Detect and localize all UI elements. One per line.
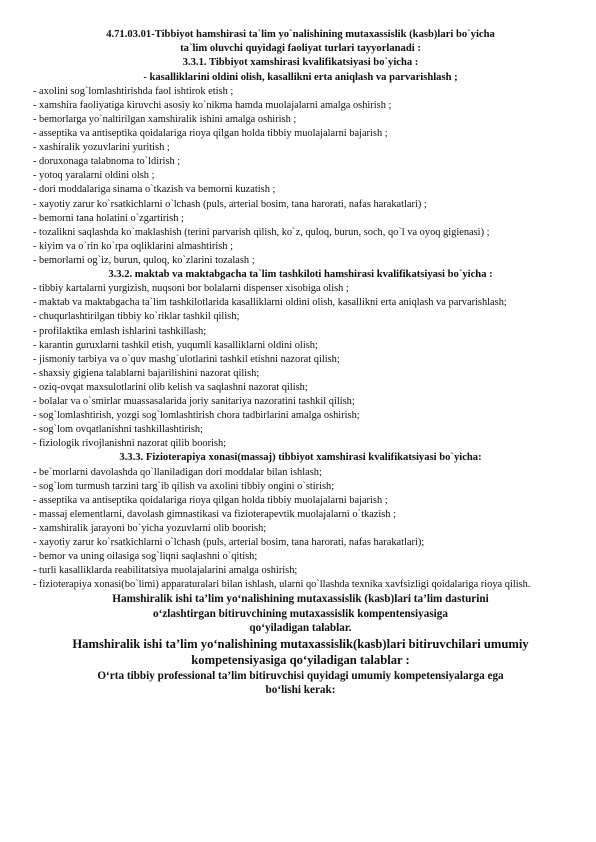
title-line-2: ta`lim oluvchi quyidagi faoliyat turlari tayyorlanadi : (180, 43, 421, 55)
general-competency-heading (33, 636, 568, 669)
list-item: - bemorlarga yo`naltirilgan xamshiralik ishini amalga oshirish ; (33, 114, 297, 125)
list-item: - massaj elementlarni, davolash gimnastikasi va fizioterapevtik muolajalarni o`tkazish ; (33, 508, 396, 520)
list-item: - doruxonaga talabnoma to`ldirish ; (33, 156, 181, 168)
list-item: - xayotiy zarur ko`rsatkichlarni o`lchash (puls, arterial bosim, tana harorati, nafas harakatlari) ; (33, 198, 427, 210)
list-item: - tozalikni saqlashda ko`maklashish (terini parvarish qilish, ko`z, quloq, burun, soch, qo`l va oyoq gigienasi) ; (33, 226, 490, 238)
heading-line: Hamshiralik ishi ta’lim yo‘nalishining mutaxassislik (kasb)lari ta’lim dasturini (112, 593, 489, 606)
section-333-heading: 3.3.3. Fizioterapiya xonasi(massaj) tibbiyot xamshirasi kvalifikatsiyasi bo`yicha: (119, 452, 482, 464)
list-item: - xamshira faoliyatiga kiruvchi asosiy ko`nikma hamda muolajalarni amalga oshirish ; (33, 99, 392, 111)
section-331-list (33, 85, 568, 268)
document-title (33, 28, 568, 56)
list-item: - jismoniy tarbiya va o`quv mashg`ulotlarini tashkil etishni nazorat qilish; (33, 353, 340, 365)
list-item: - dori moddalariga sinama o`tkazish va bemorni kuzatish ; (33, 184, 276, 196)
list-item: - asseptika va antiseptika qoidalariga rioya qilgan holda tibbiy muolajalarni bajarish ; (33, 494, 388, 506)
section-332-heading: 3.3.2. maktab va maktabgacha ta`lim tashkiloti hamshirasi kvalifikatsiyasi bo`yicha : (108, 269, 493, 281)
list-item: - yotoq yaralarni oldini olsh ; (33, 170, 155, 182)
list-item: - sog`lomlashtirish, yozgi sog`lomlashtirish chora tadbirlarini amalga oshirish; (33, 410, 360, 422)
list-item: - bolalar va o`smirlar muassasalarida joriy sanitariya nazoratini tashkil qilish; (33, 395, 355, 407)
section-332 (33, 268, 568, 451)
section-331 (33, 56, 568, 268)
list-item: - karantin guruxlarni tashkil etish, yuqumli kasalliklarni oldini olish; (33, 339, 318, 351)
competency-requirements-heading (33, 592, 568, 635)
list-item: - bemorni tana holatini o`zgartirish ; (33, 212, 184, 224)
list-item: - shaxsiy gigiena talablarni bajarilishini nazorat qilish; (33, 367, 260, 379)
heading-line: qo‘yiladigan talablar. (249, 622, 352, 635)
list-item: - fizioterapiya xonasi(bo`limi) apparaturalari bilan ishlash, ularni qo`llashda texnika xavfsizligi qoidalariga rioya qilish. (33, 579, 531, 591)
list-item: - oziq-ovqat maxsulotlarini olib kelish va saqlashni nazorat qilish; (33, 381, 308, 393)
list-item: - bemorlarni og`iz, burun, quloq, ko`zlarini tozalash ; (33, 254, 255, 266)
list-item: - chuqurlashtirilgan tibbiy ko`riklar tashkil qilish; (33, 311, 240, 323)
list-item: - bemor va uning oilasiga sog`liqni saqlashni o`qitish; (33, 551, 258, 563)
graduate-competency-heading (33, 669, 568, 698)
list-item: - kiyim va o`rin ko`rpa oqliklarini almashtirish ; (33, 240, 233, 252)
list-item: - profilaktika emlash ishlarini tashkillash; (33, 325, 207, 337)
section-331-heading: 3.3.1. Tibbiyot xamshirasi kvalifikatsiyasi bo`yicha : (182, 57, 419, 69)
list-item: - be`morlarni davolashda qo`llaniladigan dori moddalar bilan ishlash; (33, 466, 322, 478)
list-item: - fiziologik rivojlanishni nazorat qilib boorish; (33, 438, 227, 450)
section-332-list (33, 282, 568, 451)
list-item: - xamshiralik jarayoni bo`yicha yozuvlarni olib boorish; (33, 522, 267, 534)
list-item: - maktab va maktabgacha ta`lim tashkilotlarida kasalliklarni oldini olish, kasallikni erta aniqlash va parvarishlash; (33, 297, 507, 309)
heading-line: bo‘lishi kerak: (265, 684, 336, 697)
section-333 (33, 451, 568, 592)
list-item: - sog`lom turmush tarzini targ`ib qilish va axolini tibbiy ongini o`stirish; (33, 480, 335, 492)
list-item: - turli kasalliklarda reabilitatsiya muolajalarini amalga oshirish; (33, 565, 298, 577)
list-item: - sog`lom ovqatlanishni tashkillashtirish; (33, 424, 203, 436)
list-item: - asseptika va antiseptika qoidalariga rioya qilgan holda tibbiy muolajalarni bajarish ; (33, 128, 388, 140)
section-331-subheading: - kasalliklarini oldini olish, kasallikni erta aniqlash va parvarishlash ; (143, 71, 458, 83)
title-line-1: 4.71.03.01-Tibbiyot hamshirasi ta`lim yo`nalishining mutaxassislik (kasb)lari bo`yicha (106, 29, 495, 40)
list-item: - tibbiy kartalarni yurgizish, nuqsoni bor bolalarni dispenser xisobiga olish ; (33, 283, 349, 295)
heading-line: kompetensiyasiga qo‘yiladigan talablar : (191, 653, 410, 668)
list-item: - xayotiy zarur ko`rsatkichlarni o`lchash (puls, arterial bosim, tana harorati, nafas harakatlari); (33, 537, 425, 549)
heading-line: o‘zlashtirgan bitiruvchining mutaxassislik kompentensiyasiga (153, 607, 448, 620)
list-item: - xashiralik yozuvlarini yuritish ; (33, 142, 170, 154)
section-333-list (33, 466, 568, 593)
list-item: - axolini sog`lomlashtirishda faol ishtirok etish ; (33, 85, 234, 97)
heading-line: Hamshiralik ishi ta’lim yo‘nalishining mutaxassislik(kasb)lari bitiruvchilari umumiy (72, 636, 529, 651)
heading-line: O‘rta tibbiy professional ta’lim bitiruvchisi quyidagi umumiy kompetensiyalarga ega (97, 669, 504, 682)
